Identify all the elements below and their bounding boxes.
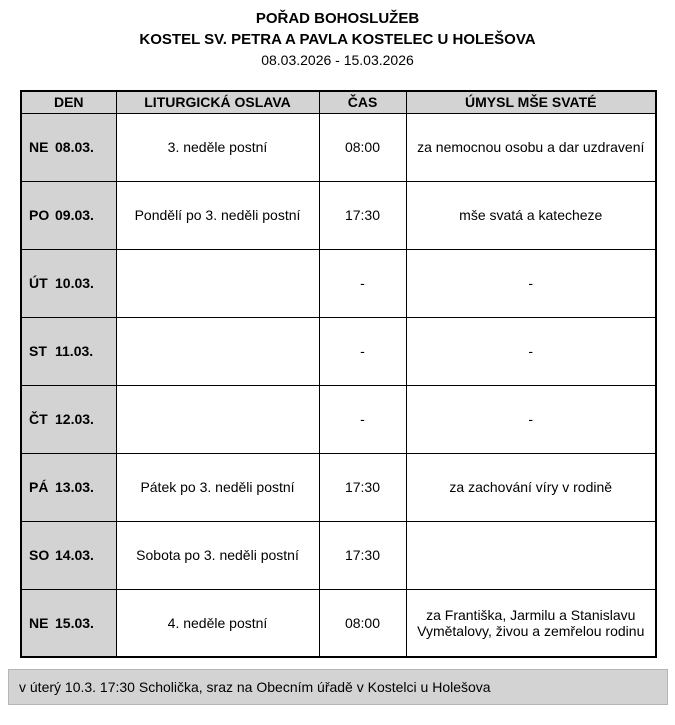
- celebration-cell: 3. neděle postní: [116, 113, 319, 181]
- day-abbr: PÁ: [29, 479, 49, 495]
- time-cell: 17:30: [319, 453, 406, 521]
- table-row: [21, 589, 656, 657]
- intention-cell: -: [406, 317, 656, 385]
- intention-cell: za nemocnou osobu a dar uzdravení: [406, 113, 656, 181]
- day-abbr: NE: [29, 614, 49, 631]
- column-header-time: ČAS: [319, 91, 406, 113]
- table-row: [21, 181, 656, 249]
- table-row: [21, 249, 656, 317]
- table-row: [21, 317, 656, 385]
- table-row: [21, 385, 656, 453]
- intention-cell: -: [406, 249, 656, 317]
- time-cell: -: [319, 249, 406, 317]
- time-cell: 17:30: [319, 181, 406, 249]
- date-range: 08.03.2026 - 15.03.2026: [261, 52, 414, 68]
- time-cell: 08:00: [319, 589, 406, 657]
- footer-note: v úterý 10.3. 17:30 Scholička, sraz na Obecním úřadě v Kostelci u Holešova: [19, 679, 491, 695]
- day-date: 11.03.: [55, 343, 94, 359]
- day-cell: [21, 249, 116, 317]
- schedule-body: [21, 113, 656, 657]
- day-abbr: ÚT: [29, 275, 48, 291]
- intention-cell: [406, 521, 656, 589]
- celebration-cell: Pondělí po 3. neděli postní: [116, 181, 319, 249]
- page-title: POŘAD BOHOSLUŽEB: [255, 10, 420, 27]
- day-date: 10.03.: [55, 275, 94, 291]
- day-cell: [21, 589, 116, 657]
- day-abbr: NE: [29, 139, 49, 155]
- celebration-cell: 4. neděle postní: [116, 589, 319, 657]
- schedule-table: [20, 90, 657, 658]
- day-date: 15.03.: [55, 614, 94, 631]
- page-header: [0, 8, 675, 71]
- day-cell: [21, 453, 116, 521]
- day-abbr: SO: [29, 547, 50, 563]
- intention-cell: -: [406, 385, 656, 453]
- day-cell: [21, 317, 116, 385]
- day-abbr: ST: [29, 343, 47, 359]
- time-cell: 17:30: [319, 521, 406, 589]
- column-header-intention: ÚMYSL MŠE SVATÉ: [406, 91, 656, 113]
- time-cell: -: [319, 317, 406, 385]
- day-cell: [21, 113, 116, 181]
- day-date: 08.03.: [55, 139, 94, 155]
- time-cell: -: [319, 385, 406, 453]
- day-abbr: PO: [29, 207, 50, 223]
- intention-cell: za zachování víry v rodině: [406, 453, 656, 521]
- schedule-head: [21, 91, 656, 113]
- day-abbr: ČT: [29, 411, 48, 427]
- celebration-cell: [116, 385, 319, 453]
- table-row: [21, 453, 656, 521]
- day-date: 09.03.: [55, 207, 94, 223]
- day-cell: [21, 521, 116, 589]
- day-date: 14.03.: [55, 547, 94, 563]
- intention-cell: mše svatá a katecheze: [406, 181, 656, 249]
- celebration-cell: Pátek po 3. neděli postní: [116, 453, 319, 521]
- column-header-day: DEN: [21, 91, 116, 113]
- church-name: KOSTEL SV. PETRA A PAVLA KOSTELEC U HOLEŠOVA: [139, 31, 536, 48]
- celebration-cell: [116, 249, 319, 317]
- footer-note-bar: [8, 669, 668, 705]
- celebration-cell: [116, 317, 319, 385]
- day-cell: [21, 385, 116, 453]
- table-row: [21, 113, 656, 181]
- header-row: [21, 91, 656, 113]
- day-date: 12.03.: [55, 411, 94, 427]
- celebration-cell: Sobota po 3. neděli postní: [116, 521, 319, 589]
- time-cell: 08:00: [319, 113, 406, 181]
- day-date: 13.03.: [55, 479, 94, 495]
- table-row: [21, 521, 656, 589]
- intention-cell: za Františka, Jarmilu a Stanislavu Vymětalovy, živou a zemřelou rodinu: [406, 589, 656, 657]
- day-cell: [21, 181, 116, 249]
- column-header-celebration: LITURGICKÁ OSLAVA: [116, 91, 319, 113]
